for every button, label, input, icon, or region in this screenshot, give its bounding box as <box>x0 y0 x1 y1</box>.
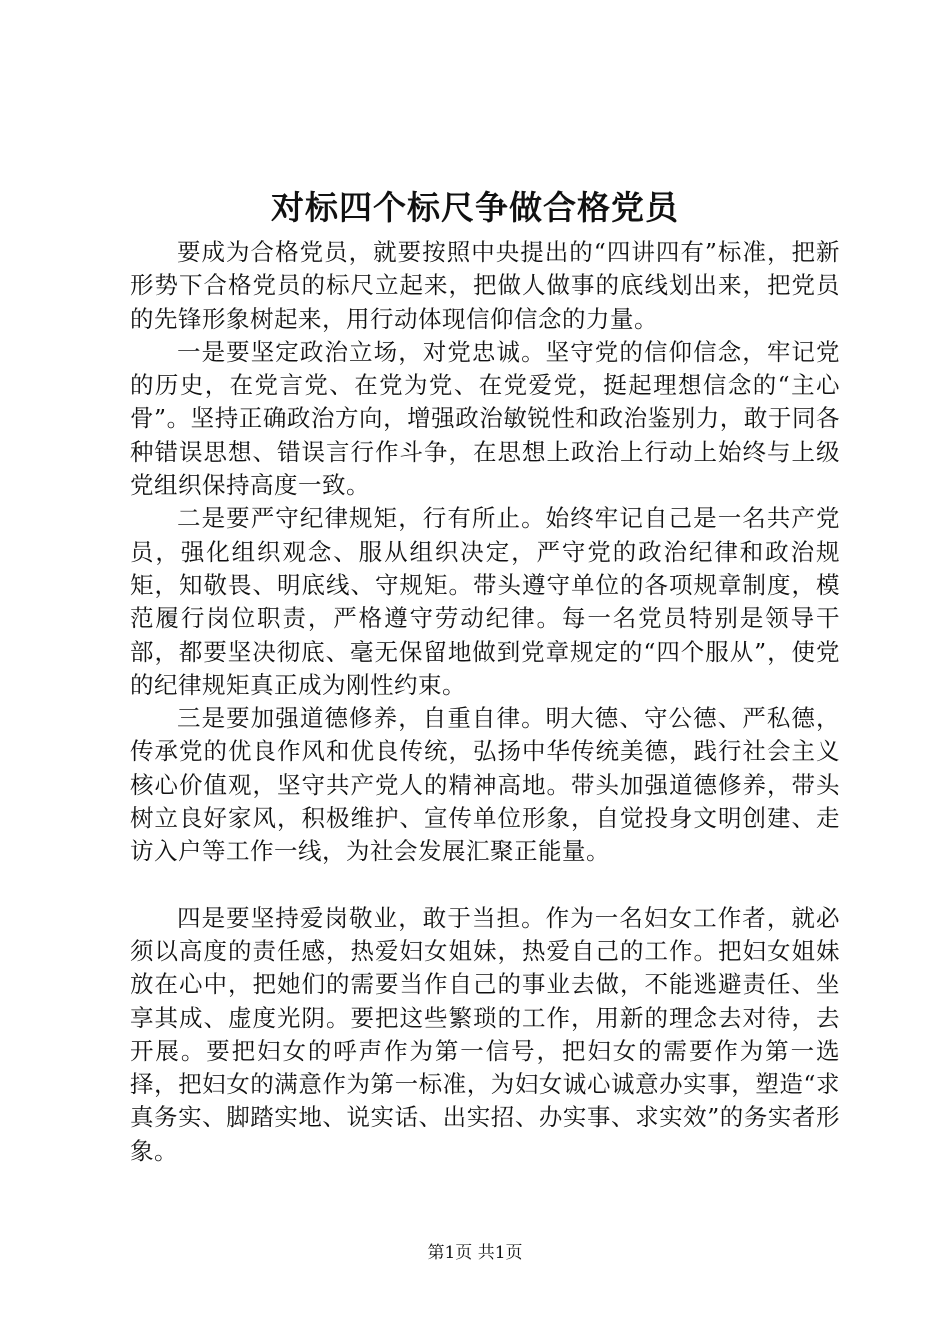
paragraph-morality: 三是要加强道德修养，自重自律。明大德、守公德、严私德，传承党的优良作风和优良传统，弘扬中华传统美德，践行社会主义核心价值观，坚守共产党人的精神高地。带头加强道德修养，带头树立良好家风，积极维护、宣传单位形象，自觉投身文明创建、走访入户等工作一线，为社会发展汇聚正能量。 <box>130 704 840 866</box>
paragraph-discipline: 二是要严守纪律规矩，行有所止。始终牢记自己是一名共产党员，强化组织观念、服从组织决定，严守党的政治纪律和政治规矩，知敬畏、明底线、守规矩。带头遵守单位的各项规章制度，模范履行岗位职责，严格遵守劳动纪律。每一名党员特别是领导干部，都要坚决彻底、毫无保留地做到党章规定的“四个服从”，使党的纪律规矩真正成为刚性约束。 <box>130 504 840 699</box>
paragraph-intro: 要成为合格党员，就要按照中央提出的“四讲四有”标准，把新形势下合格党员的标尺立起来，把做人做事的底线划出来，把党员的先锋形象树起来，用行动体现信仰信念的力量。 <box>130 238 840 333</box>
paragraph-dedication: 四是要坚持爱岗敬业，敢于当担。作为一名妇女工作者，就必须以高度的责任感，热爱妇女姐妹，热爱自己的工作。把妇女姐妹放在心中，把她们的需要当作自己的事业去做，不能逃避责任、坐享其成、虚度光阴。要把这些繁琐的工作，用新的理念去对待，去开展。要把妇女的呼声作为第一信号，把妇女的需要作为第一选择，把妇女的满意作为第一标准，为妇女诚心诚意办实事，塑造“求真务实、脚踏实地、说实话、出实招、办实事、求实效”的务实者形象。 <box>130 903 840 1165</box>
document-title: 对标四个标尺争做合格党员 <box>271 188 679 227</box>
paragraph-political-stance: 一是要坚定政治立场，对党忠诚。坚守党的信仰信念，牢记党的历史，在党言党、在党为党、在党爱党，挺起理想信念的“主心骨”。坚持正确政治方向，增强政治敏锐性和政治鉴别力，敢于同各种错误思想、错误言行作斗争，在思想上政治上行动上始终与上级党组织保持高度一致。 <box>130 337 840 500</box>
document-body <box>130 236 840 1168</box>
page-number-footer: 第1页 共1页 <box>427 1243 523 1263</box>
